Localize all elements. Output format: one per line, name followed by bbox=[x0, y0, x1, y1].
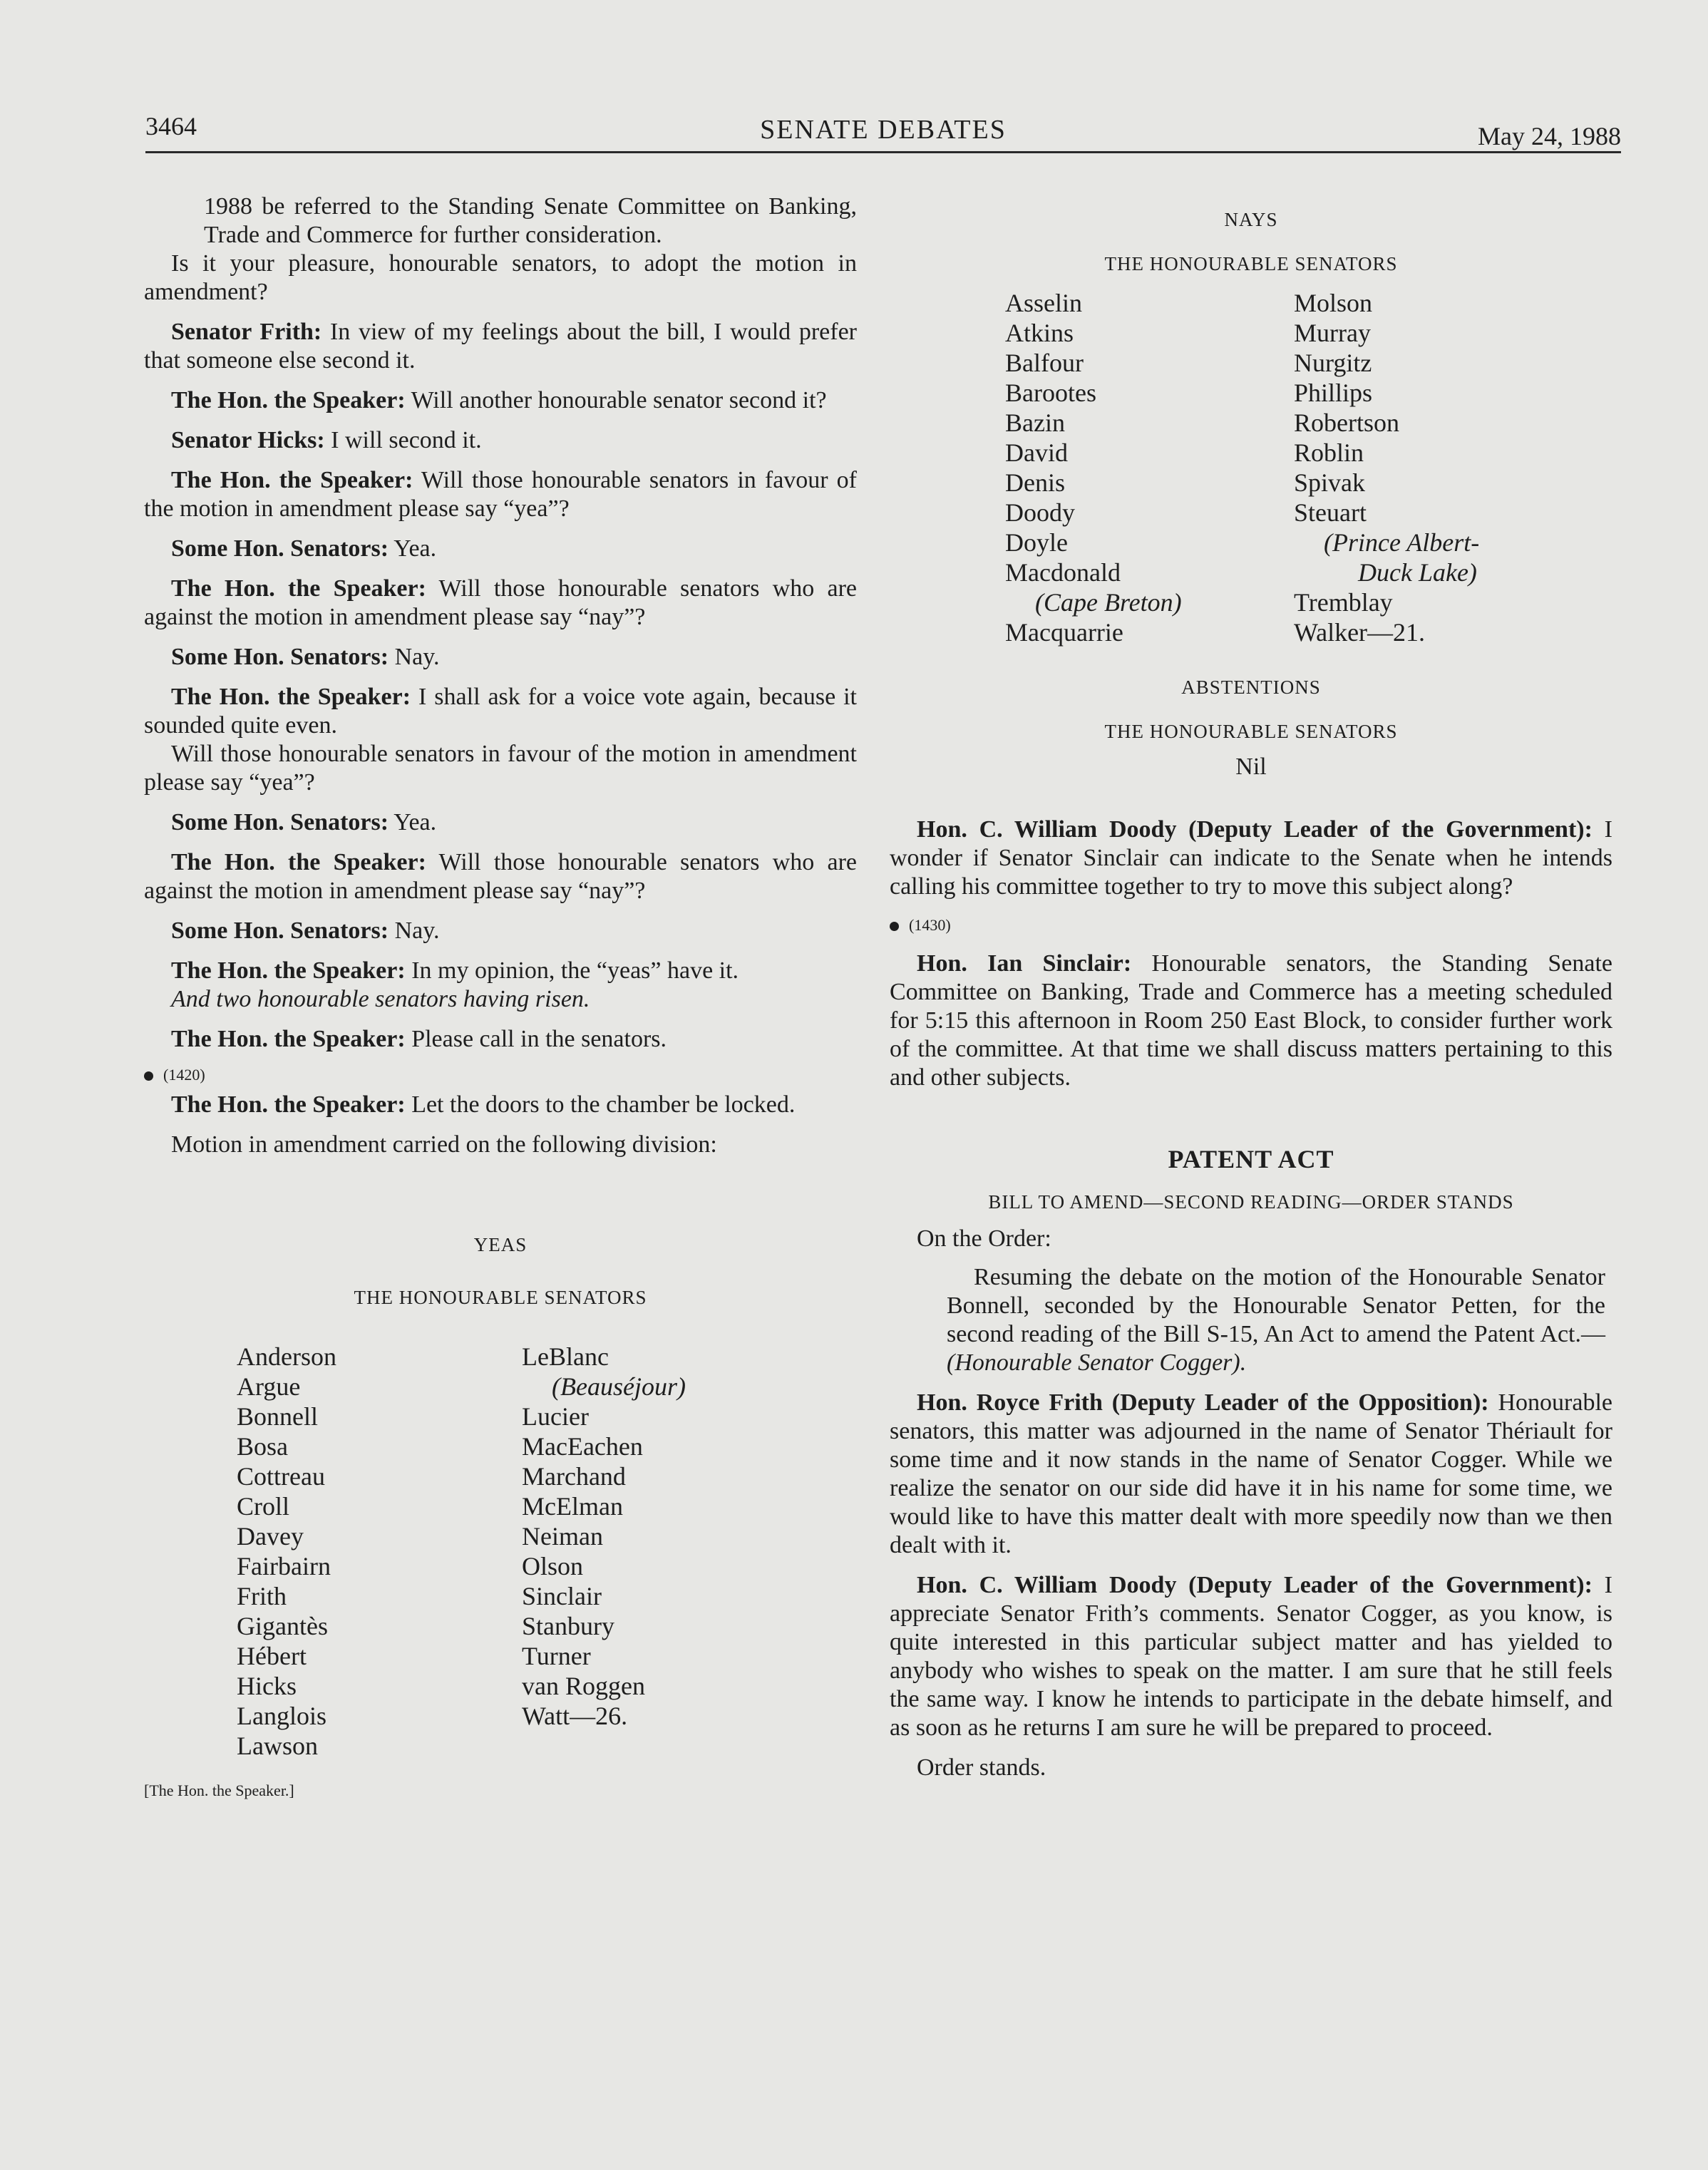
senator-name: Lawson bbox=[237, 1732, 318, 1760]
abstentions-heading: ABSTENTIONS bbox=[1181, 677, 1321, 698]
paragraph bbox=[144, 386, 857, 415]
speech-text: I appreciate Senator Frith’s comments. Senator Cogger, as you know, is quite interested in this particular subject matter and has yielded to anybody who wishes to speak on the matter. I am sure that he still feels the same way. I know he intends to participate in the debate himself, and as soon as he returns I am sure he will be prepared to proceed. bbox=[890, 1572, 1612, 1741]
speech-text: In view of my feelings about the bill, I would prefer that someone else second it. bbox=[144, 319, 857, 374]
senator-name: Bosa bbox=[237, 1432, 288, 1461]
speech-text: I wonder if Senator Sinclair can indicate to the Senate when he intends calling his committee together to try to move this subject along? bbox=[890, 816, 1612, 900]
senator-name: Lucier bbox=[522, 1402, 589, 1431]
senator-name: Hicks bbox=[237, 1672, 297, 1700]
speech-text: Honourable senators, this matter was adjourned in the name of Senator Thériault for some time and it now stands in the name of Senator Cogger. While we realize the senator on our side did have it in his name for some time, we would like to have this matter dealt with more speedily now than we then dealt with it. bbox=[890, 1389, 1612, 1558]
senator-name: Sinclair bbox=[522, 1582, 602, 1610]
senator-name: Asselin bbox=[1005, 289, 1082, 317]
speaker-name: Some Hon. Senators: bbox=[171, 809, 389, 835]
yeas-column-1 bbox=[237, 1342, 522, 1761]
paragraph bbox=[144, 575, 857, 632]
senator-name: Langlois bbox=[237, 1702, 326, 1730]
speaker-name: The Hon. the Speaker: bbox=[171, 684, 411, 710]
senator-name: Robertson bbox=[1294, 408, 1399, 437]
speaker-name: Hon. C. William Doody (Deputy Leader of the Government): bbox=[917, 1572, 1593, 1598]
paragraph bbox=[890, 1389, 1612, 1560]
senator-name: Roblin bbox=[1294, 438, 1364, 467]
senator-name: Doyle bbox=[1005, 528, 1068, 557]
senator-riding: (Prince Albert- bbox=[1324, 528, 1480, 557]
paragraph: Motion in amendment carried on the following division: bbox=[171, 1131, 717, 1158]
speech-text: I will second it. bbox=[324, 427, 482, 453]
page-title: SENATE DEBATES bbox=[760, 115, 1007, 145]
page-number: 3464 bbox=[145, 112, 197, 140]
speech-text: Honourable senators, the Standing Senate Committee on Banking, Trade and Commerce has a meeting scheduled for 5:15 this afternoon in Room 250 East Block, to consider further work of the committee. At that time we shall discuss matters pertaining to this and other subjects. bbox=[890, 950, 1612, 1091]
senator-name: Stanbury bbox=[522, 1612, 614, 1640]
bullet-icon bbox=[144, 1071, 153, 1081]
speech-text: Let the doors to the chamber be locked. bbox=[405, 1091, 796, 1118]
senator-name: Olson bbox=[522, 1552, 584, 1580]
speech-text: Please call in the senators. bbox=[405, 1026, 667, 1052]
abstentions-subheading: THE HONOURABLE SENATORS bbox=[1104, 721, 1398, 742]
paragraph bbox=[144, 1025, 857, 1054]
senator-name: Molson bbox=[1294, 289, 1373, 317]
senator-name: Gigantès bbox=[237, 1612, 328, 1640]
senator-name: Fairbairn bbox=[237, 1552, 331, 1580]
speaker-name: Hon. C. William Doody (Deputy Leader of the Government): bbox=[917, 816, 1593, 843]
time-text: (1420) bbox=[163, 1066, 205, 1084]
yeas-column-2 bbox=[522, 1342, 750, 1761]
nays-list bbox=[890, 288, 1612, 647]
paragraph bbox=[144, 535, 857, 563]
senator-name: LeBlanc bbox=[522, 1342, 609, 1371]
motion-body: Resuming the debate on the motion of the Honourable Senator Bonnell, seconded by the Honourable Senator Petten, for the second reading of the Bill S-15, An Act to amend the Patent Act.— bbox=[947, 1264, 1605, 1347]
time-marker bbox=[890, 911, 1612, 940]
speaker-name: The Hon. the Speaker: bbox=[171, 957, 406, 984]
speaker-name: Hon. Ian Sinclair: bbox=[917, 950, 1132, 977]
speaker-name: Senator Frith: bbox=[171, 319, 322, 345]
senator-name: Barootes bbox=[1005, 379, 1096, 407]
paragraph bbox=[890, 816, 1612, 901]
senator-name: Steuart bbox=[1294, 498, 1367, 527]
speaker-name: Some Hon. Senators: bbox=[171, 917, 389, 944]
paragraph bbox=[144, 985, 857, 1014]
paragraph bbox=[144, 808, 857, 837]
paragraph bbox=[890, 950, 1612, 1092]
speaker-name: The Hon. the Speaker: bbox=[171, 1091, 406, 1118]
senator-riding: (Cape Breton) bbox=[1035, 588, 1182, 617]
senator-name: Macdonald bbox=[1005, 558, 1121, 587]
speaker-name: The Hon. the Speaker: bbox=[171, 575, 426, 602]
senator-name: Atkins bbox=[1005, 319, 1074, 347]
page-date: May 24, 1988 bbox=[1478, 122, 1621, 150]
senator-name: Bonnell bbox=[237, 1402, 318, 1431]
time-marker bbox=[144, 1061, 857, 1089]
senator-name: Denis bbox=[1005, 468, 1065, 497]
paragraph bbox=[890, 1571, 1612, 1742]
header-rule bbox=[145, 151, 1621, 153]
section-heading: PATENT ACT bbox=[1168, 1145, 1334, 1173]
right-column bbox=[890, 192, 1612, 1782]
stage-direction: And two honourable senators having risen. bbox=[171, 986, 590, 1012]
speech-text: Nay. bbox=[389, 917, 440, 944]
yeas-heading: YEAS bbox=[473, 1234, 528, 1255]
senator-name: Croll bbox=[237, 1492, 290, 1521]
speaker-name: The Hon. the Speaker: bbox=[171, 1026, 406, 1052]
senator-riding: (Beauséjour) bbox=[552, 1372, 686, 1401]
yeas-list bbox=[144, 1342, 857, 1761]
speaker-name: Hon. Royce Frith (Deputy Leader of the Opposition): bbox=[917, 1389, 1489, 1416]
speech-text: Will another honourable senator second it? bbox=[405, 387, 827, 413]
paragraph bbox=[144, 318, 857, 375]
speaker-name: Senator Hicks: bbox=[171, 427, 325, 453]
page-header bbox=[145, 111, 1621, 154]
nays-column-1 bbox=[1005, 288, 1294, 647]
paragraph: 1988 be referred to the Standing Senate Committee on Banking, Trade and Commerce for further consideration. bbox=[204, 193, 857, 248]
nays-subheading: THE HONOURABLE SENATORS bbox=[1104, 253, 1398, 274]
speech-text: I shall ask for a voice vote again, because it sounded quite even. bbox=[144, 684, 858, 739]
senator-name: Marchand bbox=[522, 1462, 626, 1491]
bullet-icon bbox=[890, 922, 899, 931]
senator-name: Cottreau bbox=[237, 1462, 325, 1491]
senator-name: Walker—21. bbox=[1294, 618, 1426, 647]
senator-name: Watt—26. bbox=[522, 1702, 628, 1730]
senator-name: Turner bbox=[522, 1642, 591, 1670]
motion-italic: (Honourable Senator Cogger). bbox=[947, 1349, 1247, 1376]
senator-name: Murray bbox=[1294, 319, 1371, 347]
paragraph bbox=[144, 917, 857, 945]
senator-name: Balfour bbox=[1005, 349, 1084, 377]
section-subheading: BILL TO AMEND—SECOND READING—ORDER STANDS bbox=[988, 1191, 1514, 1213]
senator-name: Nurgitz bbox=[1294, 349, 1372, 377]
nays-heading: NAYS bbox=[1224, 209, 1278, 230]
senator-name: Argue bbox=[237, 1372, 301, 1401]
paragraph: Is it your pleasure, honourable senators, to adopt the motion in amendment? bbox=[144, 250, 857, 305]
speech-text: Will those honourable senators who are against the motion in amendment please say “nay”? bbox=[144, 575, 857, 630]
paragraph bbox=[144, 848, 857, 905]
paragraph bbox=[144, 957, 857, 985]
speaker-name: The Hon. the Speaker: bbox=[171, 467, 413, 493]
nays-column-2 bbox=[1294, 288, 1522, 647]
senator-name: Tremblay bbox=[1294, 588, 1393, 617]
paragraph bbox=[144, 466, 857, 523]
left-column bbox=[144, 192, 857, 1805]
senator-name: van Roggen bbox=[522, 1672, 645, 1700]
paragraph: Order stands. bbox=[917, 1754, 1046, 1781]
speaker-name: Some Hon. Senators: bbox=[171, 535, 389, 562]
time-text: (1430) bbox=[909, 916, 951, 934]
senator-name: Bazin bbox=[1005, 408, 1065, 437]
paragraph: On the Order: bbox=[917, 1225, 1051, 1252]
speech-text: Yea. bbox=[389, 535, 437, 562]
speaker-name: The Hon. the Speaker: bbox=[171, 387, 406, 413]
speech-text: Yea. bbox=[389, 809, 437, 835]
speaker-name: The Hon. the Speaker: bbox=[171, 849, 426, 875]
senator-name: Spivak bbox=[1294, 468, 1366, 497]
senator-name: David bbox=[1005, 438, 1068, 467]
paragraph: Will those honourable senators in favour of the motion in amendment please say “yea”? bbox=[144, 741, 857, 796]
senator-name: Neiman bbox=[522, 1522, 603, 1551]
paragraph bbox=[144, 683, 857, 740]
senator-name: Davey bbox=[237, 1522, 304, 1551]
motion-text bbox=[890, 1263, 1612, 1377]
paragraph bbox=[144, 1091, 857, 1119]
paragraph bbox=[144, 643, 857, 672]
paragraph bbox=[144, 426, 857, 455]
senator-name: McElman bbox=[522, 1492, 623, 1521]
speaker-name: Some Hon. Senators: bbox=[171, 644, 389, 670]
senator-name: Anderson bbox=[237, 1342, 336, 1371]
senator-name: Hébert bbox=[237, 1642, 307, 1670]
speech-text: In my opinion, the “yeas” have it. bbox=[405, 957, 739, 984]
speech-text: Will those honourable senators who are against the motion in amendment please say “nay”? bbox=[144, 849, 857, 904]
speech-text: Nay. bbox=[389, 644, 440, 670]
senator-name: Frith bbox=[237, 1582, 287, 1610]
senator-name: Doody bbox=[1005, 498, 1075, 527]
senator-name: Macquarrie bbox=[1005, 618, 1123, 647]
abstentions-value: Nil bbox=[1235, 754, 1267, 780]
senator-riding: Duck Lake) bbox=[1358, 558, 1477, 587]
senator-name: MacEachen bbox=[522, 1432, 643, 1461]
footnote: [The Hon. the Speaker.] bbox=[144, 1781, 294, 1799]
speech-text: Will those honourable senators in favour of the motion in amendment please say “yea”? bbox=[144, 467, 857, 522]
yeas-subheading: THE HONOURABLE SENATORS bbox=[354, 1287, 647, 1308]
senator-name: Phillips bbox=[1294, 379, 1373, 407]
